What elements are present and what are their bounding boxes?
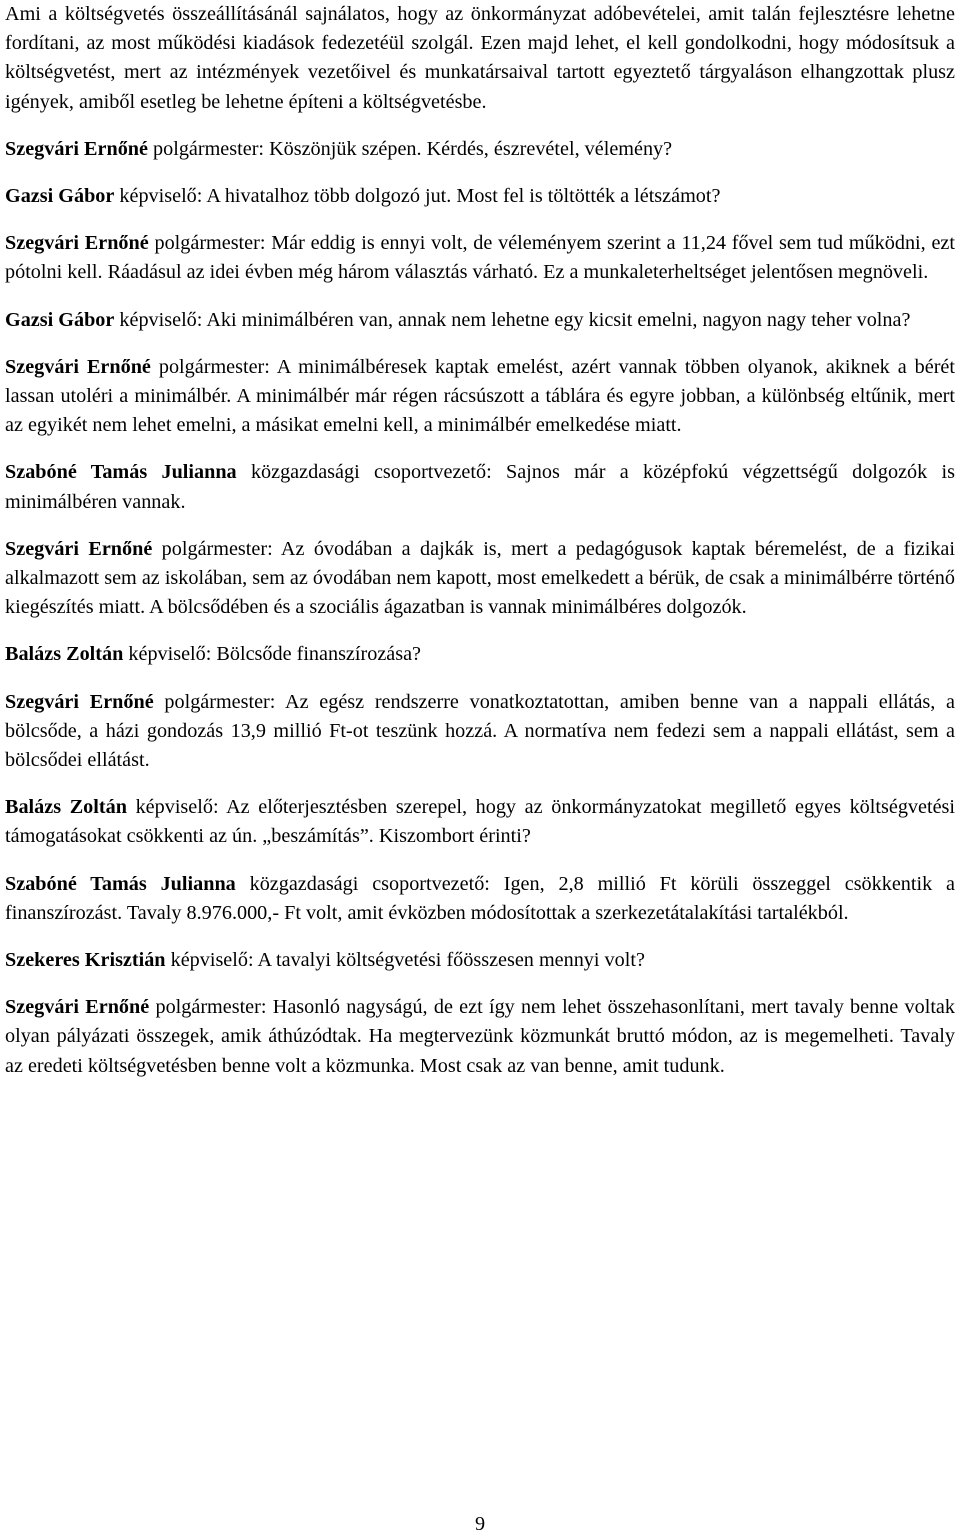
speech-turn bbox=[5, 229, 955, 287]
speech-turn bbox=[5, 182, 955, 211]
speaker-name: Szegvári Ernőné bbox=[5, 232, 149, 255]
speaker-name: Balázs Zoltán bbox=[5, 796, 127, 819]
speech-turn bbox=[5, 688, 955, 776]
speech-text: polgármester: Hasonló nagyságú, de ezt így nem lehet összehasonlítani, mert tavaly benne voltak olyan pályázati összegek, amik áthúzódtak. Ha megtervezünk közmunkát bruttó módon, az is megemelheti. Tavaly az eredeti költségvetésben benne volt a közmunka. Most csak az van benne, amit tudunk. bbox=[5, 996, 955, 1077]
speech-text: képviselő: A hivatalhoz több dolgozó jut. Most fel is töltötték a létszámot? bbox=[114, 185, 721, 208]
speech-turn bbox=[5, 353, 955, 441]
speech-text: képviselő: Az előterjesztésben szerepel, hogy az önkormányzatokat megillető egyes költségvetési támogatásokat csökkenti az ún. „beszámítás”. Kiszombort érinti? bbox=[5, 796, 955, 848]
speech-text: polgármester: Az egész rendszerre vonatkoztatottan, amiben benne van a nappali ellátás, a bölcsőde, a házi gondozás 13,9 millió Ft-ot teszünk hozzá. A normatíva nem fedezi sem a nappali ellátást, sem a bölcsődei ellátást. bbox=[5, 690, 956, 772]
speaker-name: Szekeres Krisztián bbox=[5, 949, 166, 972]
speech-text: képviselő: A tavalyi költségvetési főösszesen mennyi volt? bbox=[165, 949, 645, 972]
speech-text: képviselő: Bölcsőde finanszírozása? bbox=[123, 643, 422, 666]
speech-text: közgazdasági csoportvezető: Sajnos már a középfokú végzettségű dolgozók is minimálbéren vannak. bbox=[5, 461, 955, 513]
page-number: 9 bbox=[474, 1513, 486, 1535]
speaker-name: Szegvári Ernőné bbox=[5, 137, 148, 160]
speech-turn bbox=[5, 793, 955, 851]
speech-turn bbox=[5, 870, 955, 928]
speaker-name: Szegvári Ernőné bbox=[5, 355, 151, 378]
speech-text: képviselő: Aki minimálbéren van, annak nem lehetne egy kicsit emelni, nagyon nagy teher volna? bbox=[114, 308, 911, 331]
speech-turn bbox=[5, 535, 955, 623]
speaker-name: Szegvári Ernőné bbox=[5, 690, 154, 713]
speech-turn bbox=[5, 306, 955, 335]
intro-paragraph: Ami a költségvetés összeállításánál sajnálatos, hogy az önkormányzat adóbevételei, amit talán fejlesztésre lehetne fordítani, az most működési kiadások fedezetéül szolgál. Ezen majd lehet, el kell gondolkodni, hogy módosítsuk a költségvetést, mert az intézmények vezetőivel és munkatársaival tartott egyeztető tárgyaláson elhangzottak plusz igények, amiből esetleg be lehetne építeni a költségvetésbe. bbox=[5, 3, 955, 113]
speaker-name: Gazsi Gábor bbox=[5, 308, 115, 331]
document-page bbox=[5, 0, 955, 1081]
speaker-name: Szabóné Tamás Julianna bbox=[5, 872, 236, 895]
speech-text: polgármester: Az óvodában a dajkák is, mert a pedagógusok kaptak béremelést, de a fizikai alkalmazott sem az iskolában, sem az óvodában nem kapott, most emelkedett a bérük, de csak a minimálbérre történő kiegészítés miatt. A bölcsődében és a szociális ágazatban is vannak minimálbéres dolgozók. bbox=[5, 537, 956, 619]
speaker-name: Szabóné Tamás Julianna bbox=[5, 461, 237, 484]
speech-turn bbox=[5, 458, 955, 516]
speech-text: polgármester: Már eddig is ennyi volt, de véleményem szerint a 11,24 fővel sem tud működni, ezt pótolni kell. Ráadásul az idei évben még három választás várható. Ez a munkaleterheltséget jelentősen megnöveli. bbox=[5, 232, 955, 284]
speaker-name: Szegvári Ernőné bbox=[5, 996, 150, 1019]
speaker-name: Szegvári Ernőné bbox=[5, 537, 153, 560]
speech-text: közgazdasági csoportvezető: Igen, 2,8 millió Ft körüli összeggel csökkentik a finanszírozást. Tavaly 8.976.000,- Ft volt, amit évközben módosítottak a szerkezetátalakítási tartalékból. bbox=[5, 872, 955, 924]
speaker-name: Gazsi Gábor bbox=[5, 185, 115, 208]
speech-text: polgármester: A minimálbéresek kaptak emelést, azért vannak többen olyanok, akiknek a bérét lassan utoléri a minimálbér. A minimálbér már régen rácsúszott a táblára és egyre jobban, a különbség eltűnik, mert az egyikét nem lehet emelni, a másikat emelni kell, a minimálbér emelkedése miatt. bbox=[5, 355, 955, 437]
speech-turn bbox=[5, 640, 955, 669]
speech-turn bbox=[5, 135, 955, 164]
speech-turn bbox=[5, 993, 955, 1081]
speaker-name: Balázs Zoltán bbox=[5, 643, 124, 666]
speech-turn bbox=[5, 946, 955, 975]
speech-text: polgármester: Köszönjük szépen. Kérdés, észrevétel, vélemény? bbox=[147, 137, 673, 160]
